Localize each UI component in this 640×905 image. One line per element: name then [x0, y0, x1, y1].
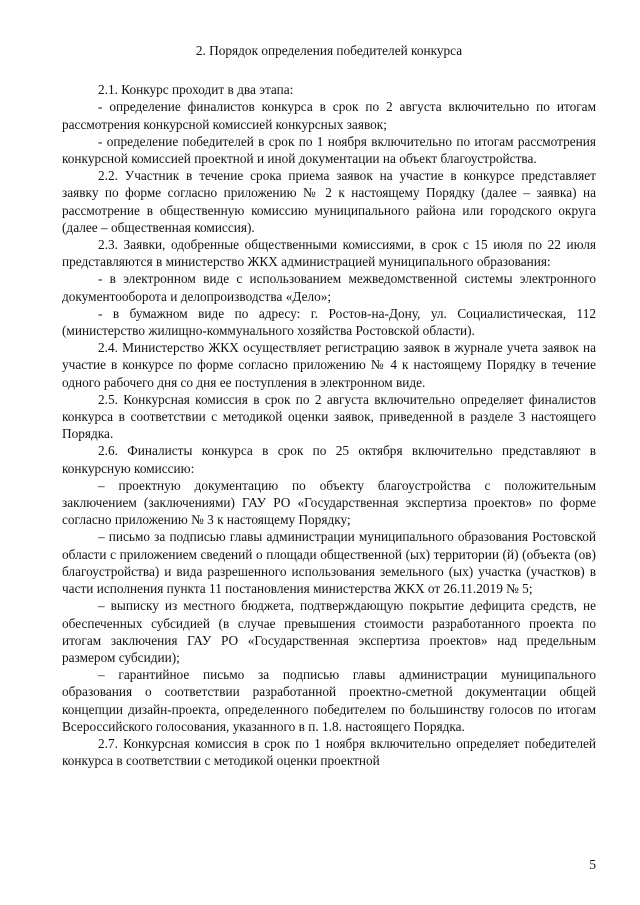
paragraph-2-6-item-1: – проектную документацию по объекту благоустройства с положительным заключением (заключениями) ГАУ РО «Государственная экспертиза проектов» по форме согласно приложению № 3 к настоящему Порядку;: [62, 477, 596, 528]
paragraph-2-3: 2.3. Заявки, одобренные общественными комиссиями, в срок с 15 июля по 22 июля представляются в министерство ЖКХ администрацией муниципального образования:: [62, 237, 596, 270]
paragraph-2-3-item-2: - в бумажном виде по адресу: г. Ростов-на-Дону, ул. Социалистическая, 112 (министерство жилищно-коммунального хозяйства Ростовской области).: [62, 305, 596, 339]
document-body: [62, 42, 596, 769]
paragraph-2-3-item-1: - в электронном виде с использованием межведомственной системы электронного документооборота и делопроизводства «Дело»;: [62, 271, 596, 304]
paragraph-2-6: 2.6. Финалисты конкурса в срок по 25 октября включительно представляют в конкурсную комиссию:: [62, 443, 596, 476]
paragraph-2-1-item-1: - определение финалистов конкурса в срок по 2 августа включительно по итогам рассмотрения конкурсной комиссией конкурсных заявок;: [62, 99, 596, 132]
paragraph-2-7: 2.7. Конкурсная комиссия в срок по 1 ноября включительно определяет победителей конкурса в соответствии с методикой оценки проектной: [62, 735, 596, 769]
paragraph-2-1: 2.1. Конкурс проходит в два этапа:: [98, 82, 294, 98]
paragraph-2-1-item-2: - определение победителей в срок по 1 ноября включительно по итогам рассмотрения конкурсной комиссией проектной и иной документации на объект благоустройства.: [62, 133, 596, 167]
section-heading: 2. Порядок определения победителей конкурса: [195, 43, 463, 58]
paragraph-2-5: 2.5. Конкурсная комиссия в срок по 2 августа включительно определяет финалистов конкурса в соответствии с методикой оценки заявок, приведенной в разделе 3 настоящего Порядка.: [62, 391, 596, 442]
paragraph-2-6-item-2: – письмо за подписью главы администрации муниципального образования Ростовской области с приложением сведений о площади общественной (ых) территории (й) (объекта (ов) благоустройства) и вида разрешенного использования земельного (ых) участка (участков) в части исполнения пункта 11 постановления министерства ЖКХ от 26.11.2019 № 5;: [62, 529, 596, 597]
paragraph-2-2: 2.2. Участник в течение срока приема заявок на участие в конкурсе представляет заявку по форме согласно приложению № 2 к настоящему Порядку (далее – заявка) на рассмотрение в общественную комиссию муниципального района или городского округа (далее – общественная комиссия).: [62, 168, 596, 235]
paragraph-2-6-item-4: – гарантийное письмо за подписью главы администрации муниципального образования о соответствии разработанной проектно-сметной документации общей концепции дизайн-проекта, определенного победителем по большинству голосов по итогам Всероссийского голосования, указанного в п. 1.8. настоящего Порядка.: [62, 667, 596, 734]
paragraph-2-4: 2.4. Министерство ЖКХ осуществляет регистрацию заявок в журнале учета заявок на участие в конкурсе по форме согласно приложению № 4 к настоящему Порядку в течение одного рабочего дня со дня ее поступления в электронном виде.: [62, 340, 596, 390]
page-number: 5: [589, 857, 596, 872]
paragraph-2-6-item-3: – выписку из местного бюджета, подтверждающую покрытие дефицита средств, не обеспеченных субсидией (в случае превышения стоимости разработанного проекта по итогам заключения ГАУ РО «Государственная экспертиза проектов» над предельным размером субсидии);: [62, 598, 596, 665]
